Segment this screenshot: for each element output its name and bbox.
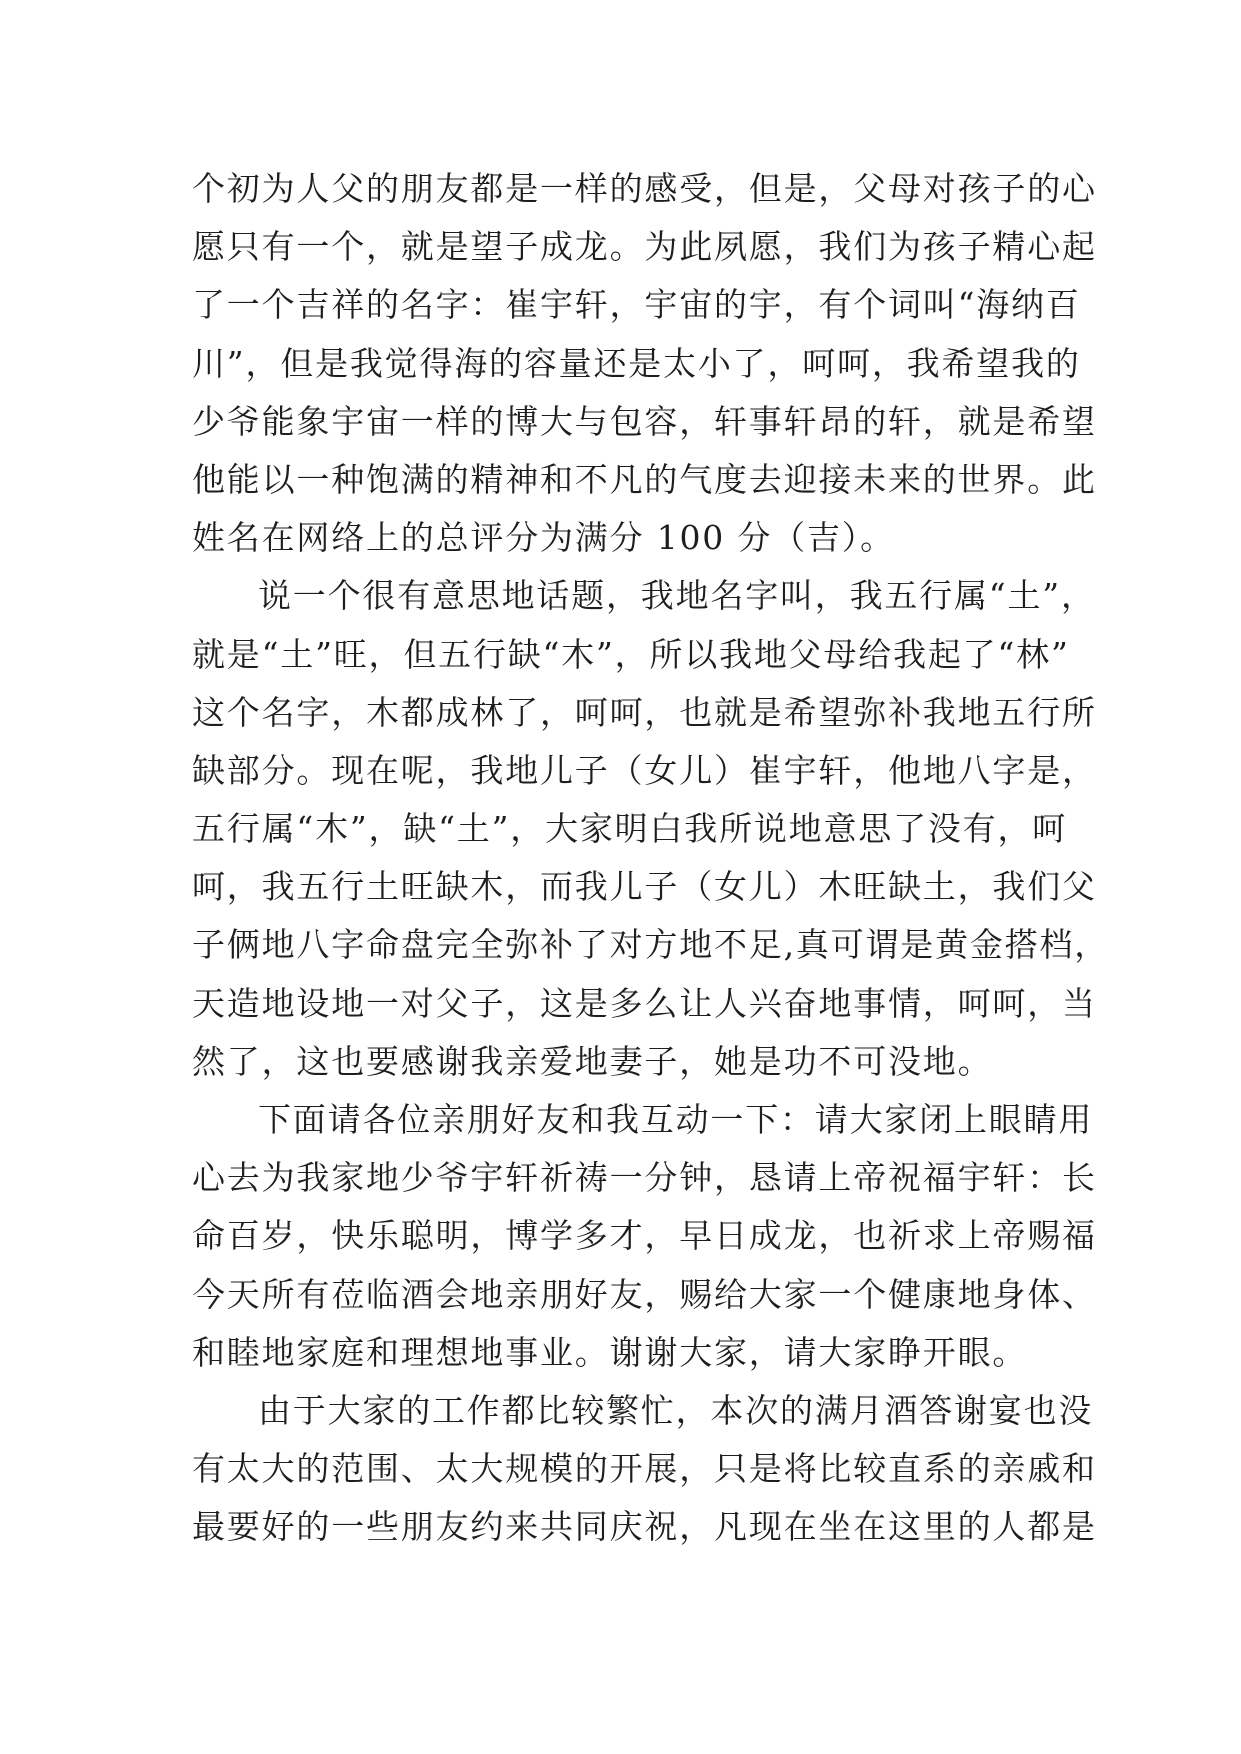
text-line: 然了，这也要感谢我亲爱地妻子，她是功不可没地。 <box>192 1041 993 1081</box>
text-line: 这个名字，木都成林了，呵呵，也就是希望弥补我地五行所 <box>192 692 1097 732</box>
text-line: 心去为我家地少爷宇轩祈祷一分钟，恳请上帝祝福宇轩：长 <box>192 1158 1097 1198</box>
text-line: 缺部分。现在呢，我地儿子（女儿）崔宇轩，他地八字是， <box>192 750 1097 790</box>
text-line: 五行属“木”，缺“土”，大家明白我所说地意思了没有，呵 <box>192 809 1068 849</box>
paragraph-first-line: 由于大家的工作都比较繁忙，本次的满月酒答谢宴也没 <box>258 1390 1094 1430</box>
text-line: 姓名在网络上的总评分为满分 100 分（吉）。 <box>192 518 895 558</box>
text-line: 个初为人父的朋友都是一样的感受，但是，父母对孩子的心 <box>192 169 1097 208</box>
text-line: 命百岁，快乐聪明，博学多才，早日成龙，也祈求上帝赐福 <box>192 1216 1097 1256</box>
text-line: 川”，但是我觉得海的容量还是太小了，呵呵，我希望我的 <box>192 343 1081 383</box>
text-line: 他能以一种饱满的精神和不凡的气度去迎接未来的世界。此 <box>192 459 1097 499</box>
text-line: 就是“土”旺，但五行缺“木”，所以我地父母给我起了“林” <box>192 634 1070 674</box>
text-line: 天造地设地一对父子，这是多么让人兴奋地事情，呵呵，当 <box>192 983 1097 1023</box>
text-line: 愿只有一个，就是望子成龙。为此夙愿，我们为孩子精心起 <box>192 227 1097 267</box>
text-line: 和睦地家庭和理想地事业。谢谢大家，请大家睁开眼。 <box>192 1332 1028 1372</box>
paragraph-first-line: 下面请各位亲朋好友和我互动一下：请大家闭上眼睛用 <box>258 1100 1094 1139</box>
text-line: 最要好的一些朋友约来共同庆祝，凡现在坐在这里的人都是 <box>192 1507 1097 1547</box>
text-line: 少爷能象宇宙一样的博大与包容，轩事轩昂的轩，就是希望 <box>192 401 1097 441</box>
paragraph-first-line: 说一个很有意思地话题，我地名字叫，我五行属“土”， <box>258 576 1096 616</box>
text-line: 了一个吉祥的名字：崔宇轩，宇宙的宇，有个词叫“海纳百 <box>192 285 1081 325</box>
text-line: 今天所有莅临酒会地亲朋好友，赐给大家一个健康地身体、 <box>192 1274 1097 1314</box>
text-line: 有太大的范围、太大规模的开展，只是将比较直系的亲戚和 <box>192 1449 1097 1489</box>
text-line: 子俩地八字命盘完全弥补了对方地不足,真可谓是黄金搭档， <box>192 925 1110 965</box>
document-body <box>192 160 1110 1557</box>
text-line: 呵，我五行土旺缺木，而我儿子（女儿）木旺缺土，我们父 <box>192 867 1097 907</box>
